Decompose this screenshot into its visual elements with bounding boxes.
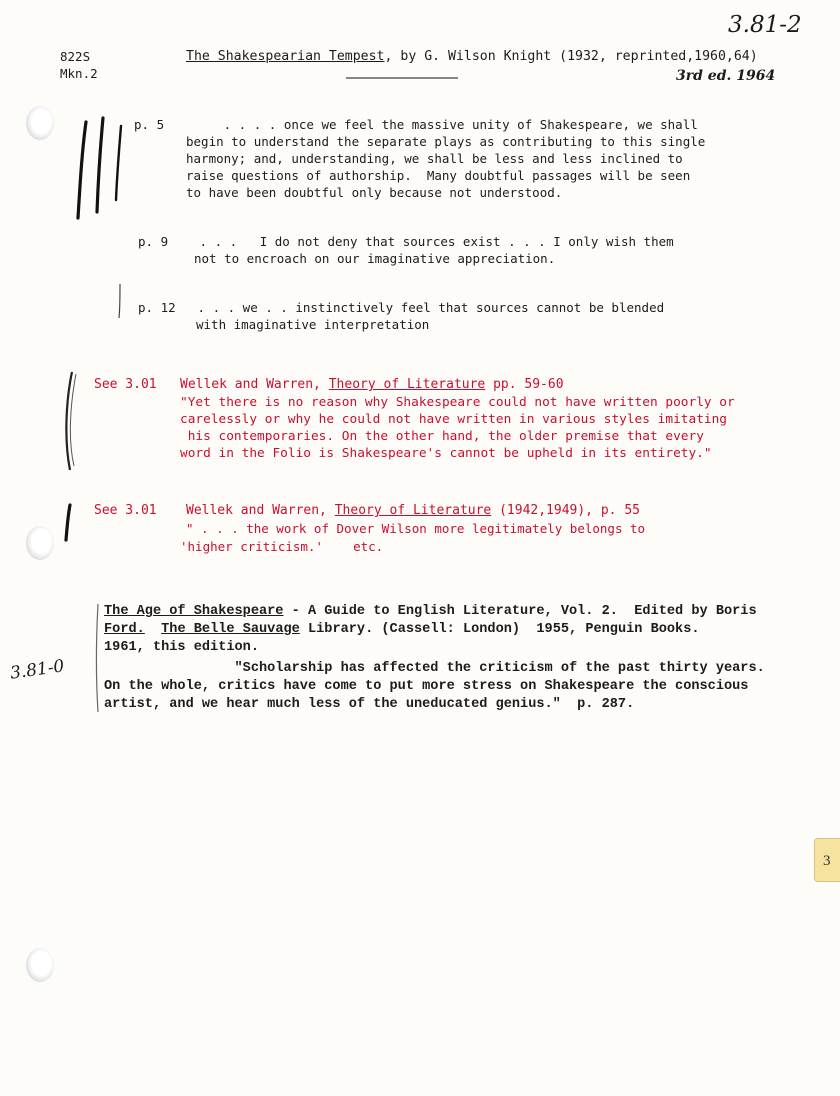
crossref-quote-line: " . . . the work of Dover Wilson more legitimately belongs to — [186, 521, 646, 536]
mkn-label: Mkn.2 — [60, 66, 98, 81]
publisher-details: Library. (Cassell: London) 1955, Penguin Books. — [299, 622, 700, 637]
note-page-9: p. 9 — [138, 234, 169, 249]
source-title — [186, 48, 758, 65]
index-tab: 3 — [814, 838, 840, 882]
crossref-book-title: Theory of Literature — [334, 503, 492, 518]
note-line: begin to understand the separate plays as contributing to this single — [186, 134, 706, 149]
note-line: . . . we . . instinctively feel that sources cannot be blended — [190, 300, 665, 315]
source-title-underlined: The Shakespearian Tempest — [186, 49, 385, 64]
crossref-book-title: Theory of Literature — [328, 377, 486, 392]
source-title-rest: , by G. Wilson Knight (1932, reprinted,1960,64) — [384, 49, 758, 64]
crossref-citation-1 — [180, 376, 564, 393]
crossref-authors: Wellek and Warren, — [186, 503, 327, 518]
note-line: raise questions of authorship. Many doubtful passages will be seen — [186, 168, 691, 183]
crossref-citation-2 — [186, 502, 640, 519]
final-entry-line-2 — [104, 621, 700, 638]
crossref-pages: pp. 59-60 — [485, 377, 564, 392]
handwritten-ref-margin: 3.81-0 — [8, 656, 66, 684]
crossref-quote-line: his contemporaries. On the other hand, the older premise that every — [180, 429, 704, 444]
note-page-5: p. 5 — [134, 117, 165, 132]
final-quote-line: "Scholarship has affected the criticism of the past thirty years. — [104, 661, 765, 676]
note-line: not to encroach on our imaginative appreciation. — [194, 251, 556, 266]
see-reference-1: See 3.01 — [94, 377, 157, 392]
handwritten-ref-top: 3.81-2 — [728, 12, 802, 38]
crossref-quote-line: "Yet there is no reason why Shakespeare could not have written poorly or — [180, 395, 735, 410]
note-line: . . . . once we feel the massive unity of Shakespeare, we shall — [186, 117, 698, 132]
crossref-quote-line: word in the Folio is Shakespeare's cannot be upheld in its entirety." — [180, 446, 712, 461]
book-subtitle: - A Guide to English Literature, Vol. 2. Edited by Boris — [283, 604, 757, 619]
book-title: The Age of Shakespeare — [104, 604, 284, 619]
note-line: . . . I do not deny that sources exist . . . I only wish them — [192, 234, 674, 249]
catalog-code: 822S — [60, 49, 91, 64]
note-line: harmony; and, understanding, we shall be less and less inclined to — [186, 151, 683, 166]
note-line: to have been doubtful only because not understood. — [186, 185, 563, 200]
crossref-authors: Wellek and Warren, — [180, 377, 321, 392]
crossref-quote-line: 'higher criticism.' etc. — [180, 539, 384, 554]
handwritten-edition: 3rd ed. 1964 — [676, 68, 776, 84]
note-page-12: p. 12 — [138, 300, 176, 315]
editor-surname: Ford. — [104, 622, 145, 637]
see-reference-2: See 3.01 — [94, 503, 157, 518]
final-entry-line-3: 1961, this edition. — [104, 640, 259, 655]
crossref-pages: (1942,1949), p. 55 — [491, 503, 640, 518]
final-quote-line: artist, and we hear much less of the uneducated genius." p. 287. — [104, 697, 635, 712]
final-quote-line: On the whole, critics have come to put more stress on Shakespeare the conscious — [104, 679, 749, 694]
note-line: with imaginative interpretation — [196, 317, 430, 332]
crossref-quote-line: carelessly or why he could not have written in various styles imitating — [180, 412, 728, 427]
final-entry-line-1 — [104, 603, 757, 620]
publisher-series: The Belle Sauvage — [161, 622, 300, 637]
